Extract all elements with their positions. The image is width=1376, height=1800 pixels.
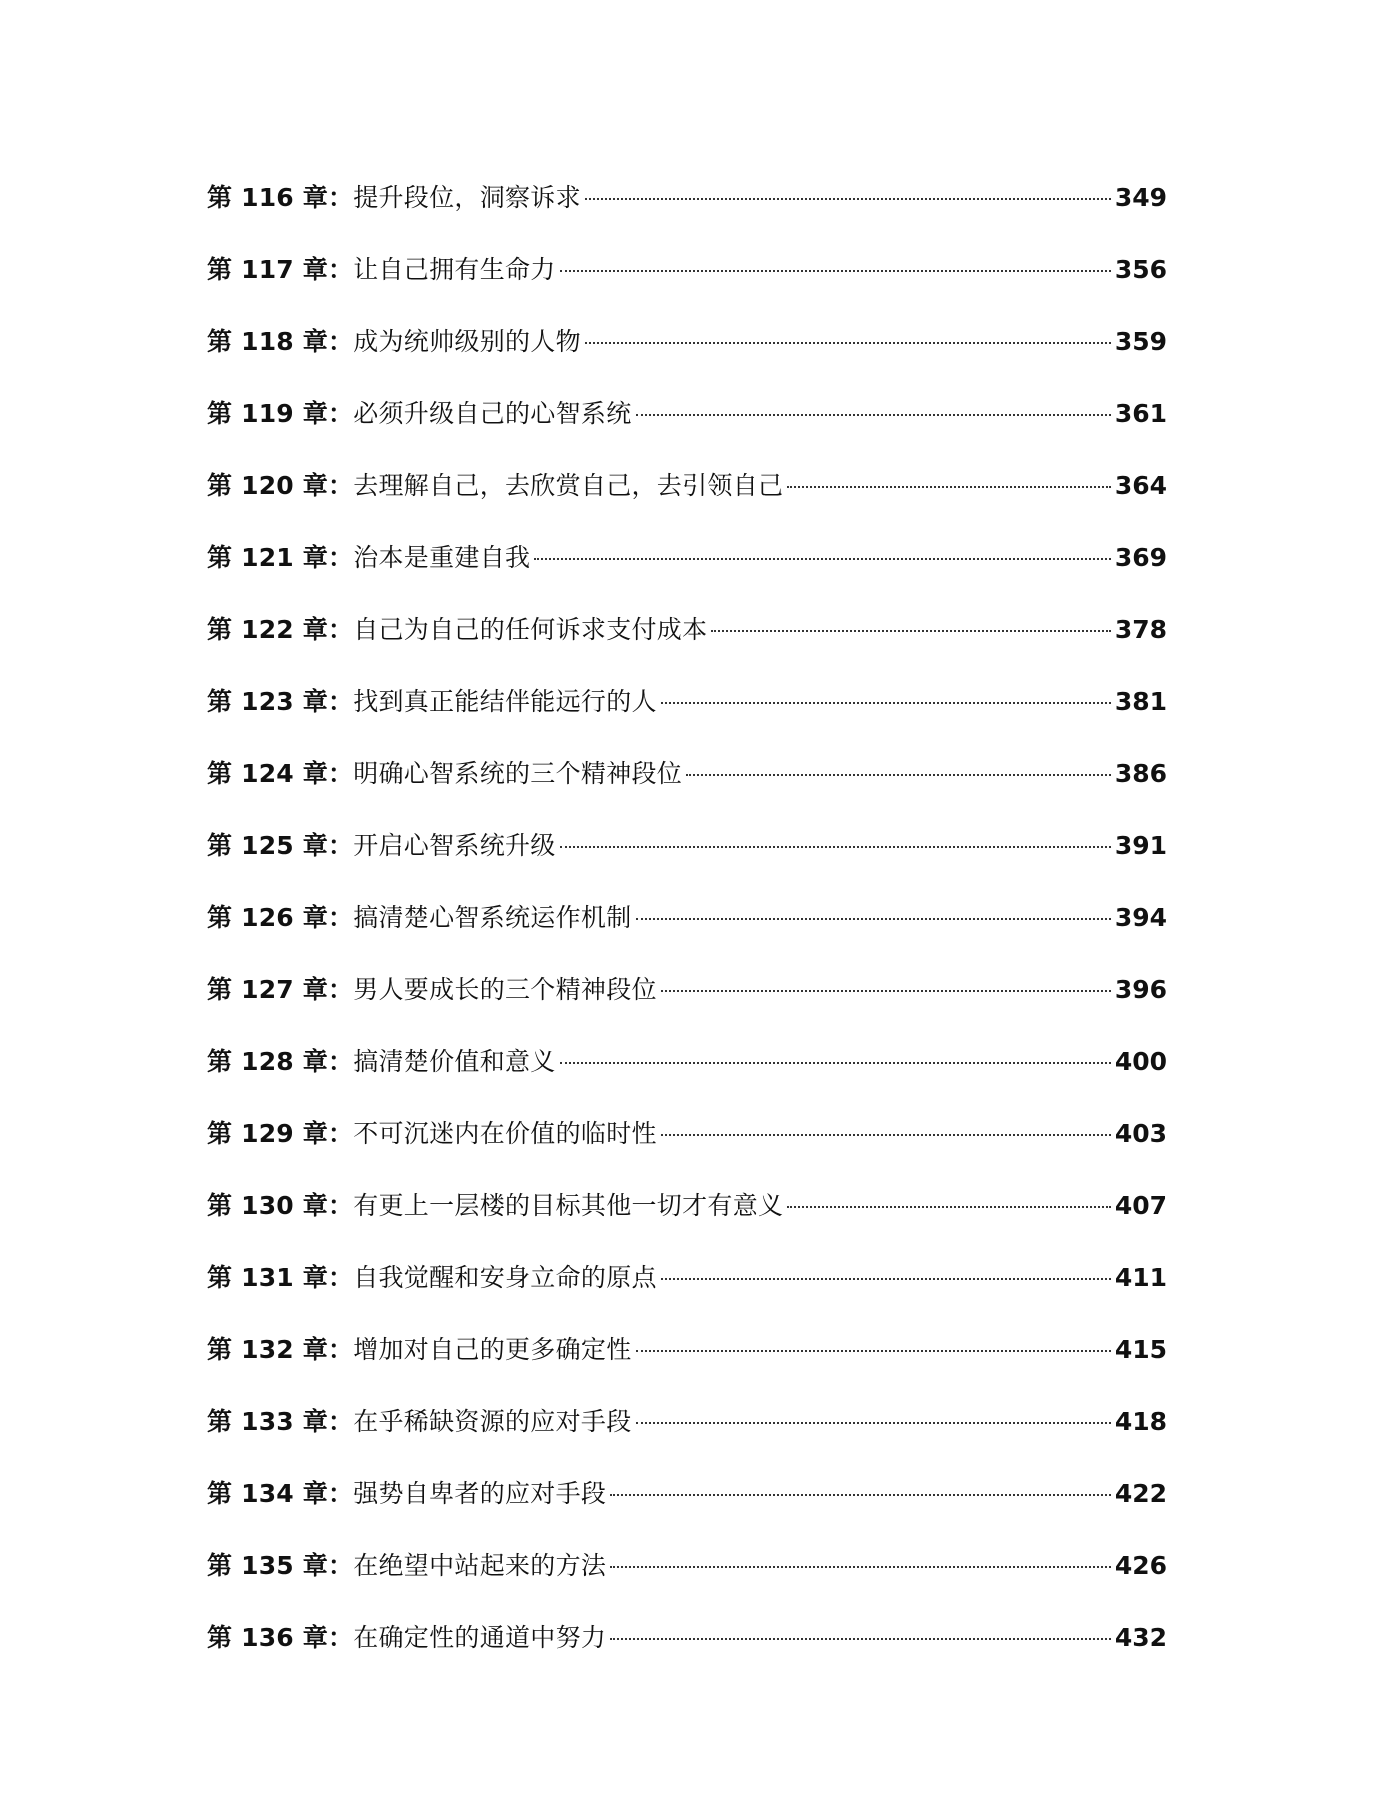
chapter-number: 第 134 章： [207, 1479, 354, 1508]
dot-leader [585, 198, 1111, 200]
chapter-number: 第 131 章： [207, 1263, 354, 1292]
toc-entry[interactable] [207, 540, 1167, 612]
page-number: 359 [1114, 327, 1167, 356]
page-number: 356 [1114, 255, 1167, 284]
toc-entry[interactable] [207, 684, 1167, 756]
dot-leader [636, 1422, 1111, 1424]
chapter-number: 第 123 章： [207, 687, 354, 716]
toc-entry[interactable] [207, 1044, 1167, 1116]
chapter-number: 第 122 章： [207, 615, 354, 644]
chapter-title: 不可沉迷内在价值的临时性 [353, 1119, 657, 1148]
page-number: 391 [1114, 831, 1167, 860]
toc-entry[interactable] [207, 972, 1167, 1044]
dot-leader [585, 342, 1111, 344]
table-of-contents [207, 180, 1167, 1692]
chapter-title: 让自己拥有生命力 [353, 255, 556, 284]
toc-entry[interactable] [207, 1188, 1167, 1260]
dot-leader [686, 774, 1111, 776]
toc-entry[interactable] [207, 324, 1167, 396]
chapter-number: 第 120 章： [207, 471, 354, 500]
chapter-title: 必须升级自己的心智系统 [353, 399, 632, 428]
toc-entry[interactable] [207, 1116, 1167, 1188]
dot-leader [661, 990, 1111, 992]
chapter-title: 治本是重建自我 [353, 543, 531, 572]
toc-entry[interactable] [207, 756, 1167, 828]
dot-leader [636, 918, 1111, 920]
toc-entry[interactable] [207, 1404, 1167, 1476]
chapter-title: 成为统帅级别的人物 [353, 327, 581, 356]
chapter-number: 第 132 章： [207, 1335, 354, 1364]
page-number: 378 [1114, 615, 1167, 644]
chapter-title: 自己为自己的任何诉求支付成本 [353, 615, 708, 644]
page-number: 407 [1114, 1191, 1167, 1220]
toc-entry[interactable] [207, 396, 1167, 468]
chapter-title: 提升段位，洞察诉求 [353, 183, 581, 212]
dot-leader [610, 1566, 1111, 1568]
toc-entry[interactable] [207, 252, 1167, 324]
chapter-title: 有更上一层楼的目标其他一切才有意义 [353, 1191, 784, 1220]
page-number: 386 [1114, 759, 1167, 788]
page-number: 415 [1114, 1335, 1167, 1364]
page-number: 403 [1114, 1119, 1167, 1148]
toc-entry[interactable] [207, 180, 1167, 252]
dot-leader [661, 702, 1111, 704]
chapter-title: 增加对自己的更多确定性 [353, 1335, 632, 1364]
dot-leader [610, 1494, 1111, 1496]
chapter-title: 去理解自己，去欣赏自己，去引领自己 [353, 471, 784, 500]
dot-leader [610, 1638, 1111, 1640]
chapter-title: 找到真正能结伴能远行的人 [353, 687, 657, 716]
page-number: 394 [1114, 903, 1167, 932]
page-number: 432 [1114, 1623, 1167, 1652]
chapter-title: 在乎稀缺资源的应对手段 [353, 1407, 632, 1436]
page-number: 426 [1114, 1551, 1167, 1580]
page-number: 361 [1114, 399, 1167, 428]
chapter-number: 第 126 章： [207, 903, 354, 932]
chapter-title: 搞清楚心智系统运作机制 [353, 903, 632, 932]
page-number: 349 [1114, 183, 1167, 212]
chapter-title: 男人要成长的三个精神段位 [353, 975, 657, 1004]
dot-leader [560, 270, 1111, 272]
chapter-number: 第 130 章： [207, 1191, 354, 1220]
toc-entry[interactable] [207, 1548, 1167, 1620]
toc-entry[interactable] [207, 468, 1167, 540]
page-number: 422 [1114, 1479, 1167, 1508]
dot-leader [636, 1350, 1111, 1352]
chapter-number: 第 125 章： [207, 831, 354, 860]
chapter-number: 第 128 章： [207, 1047, 354, 1076]
chapter-number: 第 117 章： [207, 255, 354, 284]
dot-leader [711, 630, 1110, 632]
dot-leader [787, 486, 1111, 488]
toc-entry[interactable] [207, 1620, 1167, 1692]
page-number: 400 [1114, 1047, 1167, 1076]
chapter-number: 第 124 章： [207, 759, 354, 788]
chapter-title: 在确定性的通道中努力 [353, 1623, 607, 1652]
chapter-title: 搞清楚价值和意义 [353, 1047, 556, 1076]
dot-leader [560, 846, 1111, 848]
toc-entry[interactable] [207, 612, 1167, 684]
chapter-title: 在绝望中站起来的方法 [353, 1551, 607, 1580]
page-number: 364 [1114, 471, 1167, 500]
page-number: 418 [1114, 1407, 1167, 1436]
chapter-title: 明确心智系统的三个精神段位 [353, 759, 683, 788]
dot-leader [787, 1206, 1111, 1208]
chapter-number: 第 127 章： [207, 975, 354, 1004]
chapter-number: 第 133 章： [207, 1407, 354, 1436]
chapter-title: 强势自卑者的应对手段 [353, 1479, 607, 1508]
page-number: 369 [1114, 543, 1167, 572]
toc-entry[interactable] [207, 900, 1167, 972]
chapter-number: 第 119 章： [207, 399, 354, 428]
toc-entry[interactable] [207, 1476, 1167, 1548]
toc-entry[interactable] [207, 1332, 1167, 1404]
dot-leader [534, 558, 1111, 560]
chapter-number: 第 118 章： [207, 327, 354, 356]
chapter-title: 开启心智系统升级 [353, 831, 556, 860]
chapter-number: 第 121 章： [207, 543, 354, 572]
dot-leader [661, 1134, 1111, 1136]
chapter-title: 自我觉醒和安身立命的原点 [353, 1263, 657, 1292]
dot-leader [661, 1278, 1111, 1280]
toc-entry[interactable] [207, 1260, 1167, 1332]
dot-leader [636, 414, 1111, 416]
dot-leader [560, 1062, 1111, 1064]
page-number: 396 [1114, 975, 1167, 1004]
chapter-number: 第 135 章： [207, 1551, 354, 1580]
chapter-number: 第 129 章： [207, 1119, 354, 1148]
toc-entry[interactable] [207, 828, 1167, 900]
chapter-number: 第 116 章： [207, 183, 354, 212]
page-number: 411 [1114, 1263, 1167, 1292]
page-number: 381 [1114, 687, 1167, 716]
chapter-number: 第 136 章： [207, 1623, 354, 1652]
